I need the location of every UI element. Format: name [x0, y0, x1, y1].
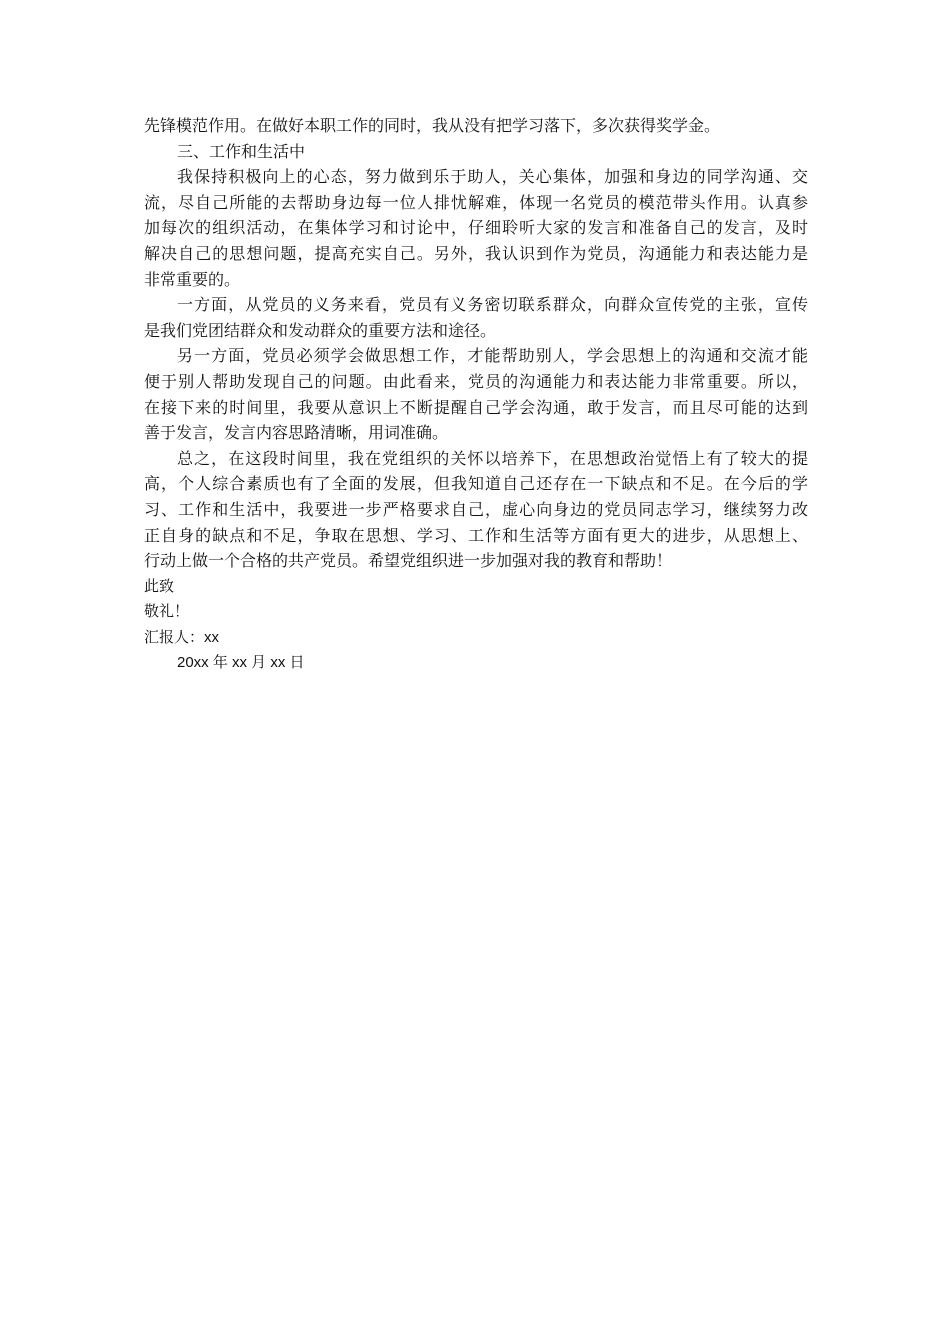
body-line: 正自身的缺点和不足，争取在思想、学习、工作和生活等方面有更大的进步，从思想上、	[144, 525, 808, 545]
body-line: 行动上做一个合格的共产党员。希望党组织进一步加强对我的教育和帮助！	[144, 551, 673, 571]
body-line: 总之，在这段时间里，我在党组织的关怀以培养下，在思想政治觉悟上有了较大的提	[177, 448, 808, 468]
body-line: 非常重要的。	[144, 269, 241, 289]
body-line: 习、工作和生活中，我要进一步严格要求自己，虚心向身边的党员同志学习，继续努力改	[144, 499, 808, 519]
body-line: 一方面，从党员的义务来看，党员有义务密切联系群众，向群众宣传党的主张，宣传	[177, 295, 808, 315]
body-line: 在接下来的时间里，我要从意识上不断提醒自己学会沟通，敢于发言，而且尽可能的达到	[144, 397, 808, 417]
salutation-cizhi: 此致	[144, 577, 175, 595]
reporter-signature: 汇报人：xx	[144, 628, 220, 646]
document-page	[144, 113, 808, 676]
body-line: 高，个人综合素质也有了全面的发展，但我知道自己还存在一下缺点和不足。在今后的学	[144, 474, 808, 494]
body-line: 流，尽自己所能的去帮助身边每一位人排忧解难，体现一名党员的模范带头作用。认真参	[144, 192, 808, 212]
report-date: 20xx 年 xx 月 xx 日	[177, 654, 305, 672]
body-line: 是我们党团结群众和发动群众的重要方法和途径。	[144, 320, 497, 340]
body-line: 解决自己的思想问题，提高充实自己。另外，我认识到作为党员，沟通能力和表达能力是	[144, 243, 808, 263]
body-line: 善于发言，发言内容思路清晰，用词准确。	[144, 423, 449, 443]
salutation-jingli: 敬礼！	[144, 603, 190, 621]
body-line: 便于别人帮助发现自己的问题。由此看来，党员的沟通能力和表达能力非常重要。所以，	[144, 371, 808, 391]
body-line: 先锋模范作用。在做好本职工作的同时，我从没有把学习落下，多次获得奖学金。	[144, 116, 721, 135]
section-heading: 三、工作和生活中	[177, 141, 306, 161]
body-line: 我保持积极向上的心态，努力做到乐于助人，关心集体，加强和身边的同学沟通、交	[177, 167, 808, 187]
body-line: 另一方面，党员必须学会做思想工作，才能帮助别人，学会思想上的沟通和交流才能	[177, 346, 808, 366]
body-line: 加每次的组织活动，在集体学习和讨论中，仔细聆听大家的发言和准备自己的发言，及时	[144, 218, 808, 238]
